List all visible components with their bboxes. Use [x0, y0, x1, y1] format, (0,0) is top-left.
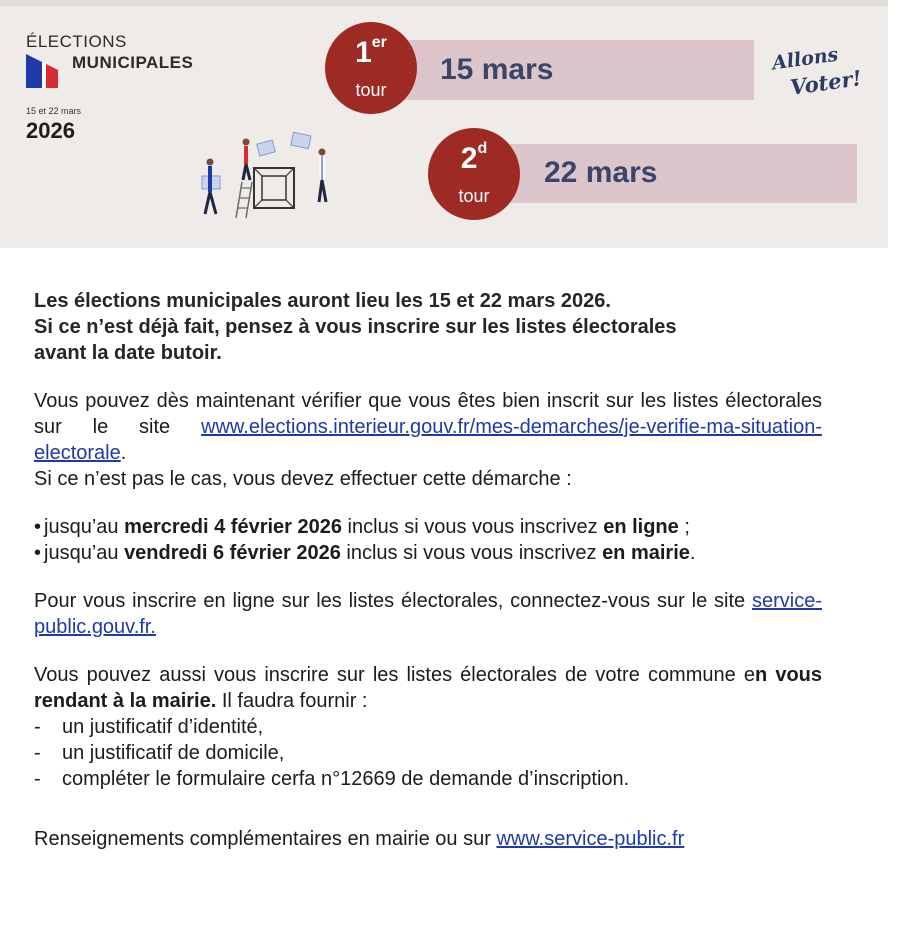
logo-line-municipales: MUNICIPALES [72, 53, 194, 72]
tour2-date: 22 mars [544, 156, 658, 189]
tour1-label: tour [355, 80, 387, 100]
dash-icon: - [34, 768, 41, 790]
banner-top-strip [0, 0, 888, 6]
list-item [34, 714, 822, 740]
french-flag-icon [26, 54, 58, 88]
deadline-mairie-mode: en mairie [602, 542, 690, 564]
verify-paragraph [34, 388, 822, 466]
intro-paragraph [34, 288, 822, 366]
intro-line-3: avant la date butoir. [34, 342, 222, 364]
intro-line-2: Si ce n’est déjà fait, pensez à vous inscrire sur les listes électorales [34, 316, 677, 338]
mairie-paragraph [34, 662, 822, 714]
tour2-label: tour [458, 186, 490, 206]
deadline-mairie [34, 540, 822, 566]
intro-line-1: Les élections municipales auront lieu les 15 et 22 mars 2026. [34, 290, 611, 312]
tour1-number: 1er [355, 34, 387, 69]
online-paragraph [34, 588, 822, 640]
deadline-mairie-pre: jusqu’au [44, 542, 125, 564]
deadline-online-end: ; [678, 516, 690, 538]
mairie-post: Il faudra fournir : [216, 690, 368, 712]
verify-text: Vous pouvez dès maintenant vérifier que vous êtes bien inscrit sur les listes électorales sur le site [34, 390, 822, 438]
logo-line-elections: ÉLECTIONS [26, 32, 127, 51]
ballot-box-illustration [196, 130, 346, 220]
list-item [34, 740, 822, 766]
elections-interieur-link[interactable]: www.elections.interieur.gouv.fr/mes-demarches/je-verifie-ma-situation-electorale [34, 416, 822, 464]
election-banner [0, 0, 888, 248]
documents-list [34, 714, 822, 792]
allons-voter-slogan [770, 43, 864, 100]
deadline-mairie-mid: inclus si vous vous inscrivez [340, 542, 603, 564]
deadline-online [34, 514, 822, 540]
verify-period: . [120, 442, 127, 464]
deadline-mairie-end: . [689, 542, 696, 564]
mairie-bold: n vous rendant à la mairie. [34, 664, 823, 712]
tour1-badge [325, 22, 417, 114]
deadline-mairie-date: vendredi 6 février 2026 [124, 542, 341, 564]
dash-icon: - [34, 716, 41, 738]
footer-text: Renseignements complémentaires en mairie ou sur [34, 828, 497, 850]
online-text: Pour vous inscrire en ligne sur les listes électorales, connectez-vous sur le site [34, 590, 752, 612]
tour1-date: 15 mars [440, 53, 554, 86]
not-registered-line: Si ce n’est pas le cas, vous devez effectuer cette démarche : [34, 468, 572, 490]
deadline-online-mode: en ligne [603, 516, 679, 538]
announcement-body [34, 288, 822, 852]
slogan-line1: Allons [770, 43, 840, 75]
deadline-online-date: mercredi 4 février 2026 [124, 516, 342, 538]
mairie-pre: Vous pouvez aussi vous inscrire sur les listes électorales de votre commune e [34, 664, 755, 686]
tour2-number: 2$^d$ [460, 140, 488, 175]
tour2-badge [428, 128, 520, 220]
document-text: un justificatif d’identité, [62, 716, 264, 738]
dash-icon: - [34, 742, 41, 764]
logo-year: 2026 [26, 118, 75, 143]
bullet-icon: • [34, 516, 42, 538]
document-text: compléter le formulaire cerfa n°12669 de demande d’inscription. [62, 768, 630, 790]
list-item [34, 766, 822, 792]
logo-dates: 15 et 22 mars [26, 106, 82, 116]
deadline-online-pre: jusqu’au [44, 516, 125, 538]
service-public-link[interactable]: www.service-public.fr [496, 828, 685, 850]
service-public-gouv-link[interactable]: service-public.gouv.fr. [34, 590, 822, 638]
bullet-icon: • [34, 542, 42, 564]
document-text: un justificatif de domicile, [62, 742, 285, 764]
footer-paragraph [34, 826, 822, 852]
deadline-online-mid: inclus si vous vous inscrivez [342, 516, 604, 538]
slogan-line2: Voter! [788, 65, 864, 100]
deadline-list [34, 514, 822, 566]
